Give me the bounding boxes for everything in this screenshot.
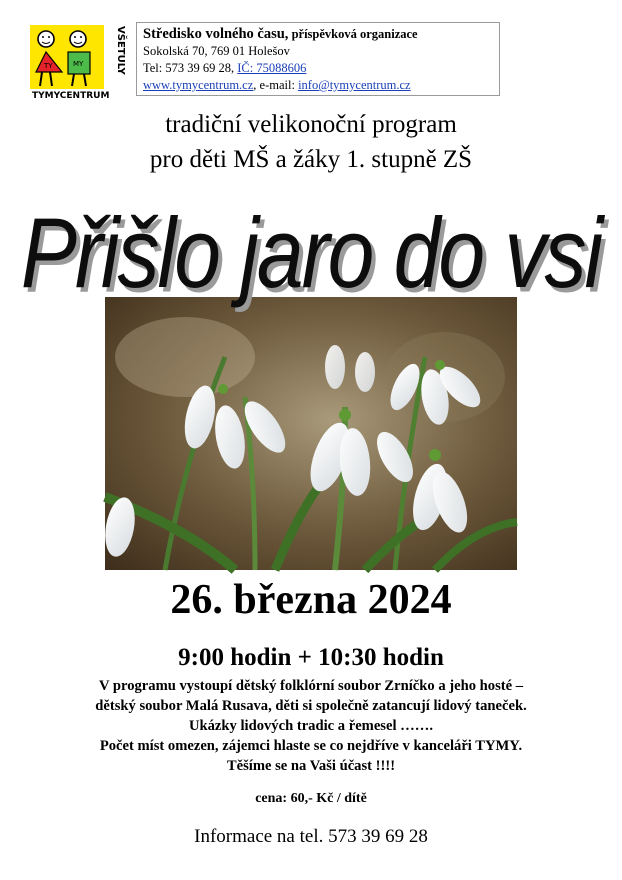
website-link[interactable]: www.tymycentrum.cz [143, 78, 254, 92]
logo-my-text: MY [73, 60, 84, 68]
organization-contact-line [143, 60, 493, 77]
snowdrops-photo [105, 297, 517, 570]
organization-name: Středisko volného času, [143, 26, 289, 42]
organization-name-line [143, 26, 493, 43]
description-line: V programu vystoupí dětský folklórní soubor Zrníčko a jeho hosté – [98, 678, 524, 694]
event-date: 26. března 2024 [170, 577, 452, 623]
description-line: dětský soubor Malá Rusava, děti si společně zatancují lidový taneček. [95, 698, 527, 714]
organization-web-line [143, 77, 493, 94]
organization-phone: Tel: 573 39 69 28, [143, 61, 238, 75]
organization-type: příspěvková organizace [291, 27, 418, 41]
logo-side-text: VŠETULY [115, 26, 126, 75]
email-prefix: , e-mail: [253, 78, 299, 92]
logo-main-text: TYMYCENTRUM [32, 91, 110, 101]
subtitle-line-2: pro děti MŠ a žáky 1. stupně ZŠ [149, 146, 473, 173]
event-title: Přišlo jaro do vsi [20, 197, 602, 309]
organization-ico-link[interactable]: IČ: 75088606 [237, 61, 307, 75]
description-line: Počet míst omezen, zájemci hlaste se co nejdříve v kanceláři TYMY. [99, 738, 523, 754]
subtitle-line-1: tradiční velikonoční program [165, 111, 457, 138]
description-line: Těšíme se na Vaši účast !!!! [226, 758, 396, 774]
description-line: Ukázky lidových tradic a řemesel ……. [188, 718, 433, 734]
logo-ty-text: TY [44, 62, 53, 70]
event-times: 9:00 hodin + 10:30 hodin [178, 644, 444, 671]
tymycentrum-logo [28, 22, 126, 102]
email-link[interactable]: info@tymycentrum.cz [298, 78, 411, 92]
organization-info-box [136, 22, 500, 96]
organization-address: Sokolská 70, 769 01 Holešov [143, 44, 290, 58]
contact-info: Informace na tel. 573 39 69 28 [194, 826, 428, 847]
ticket-price: cena: 60,- Kč / dítě [255, 791, 367, 806]
event-description [0, 676, 622, 776]
